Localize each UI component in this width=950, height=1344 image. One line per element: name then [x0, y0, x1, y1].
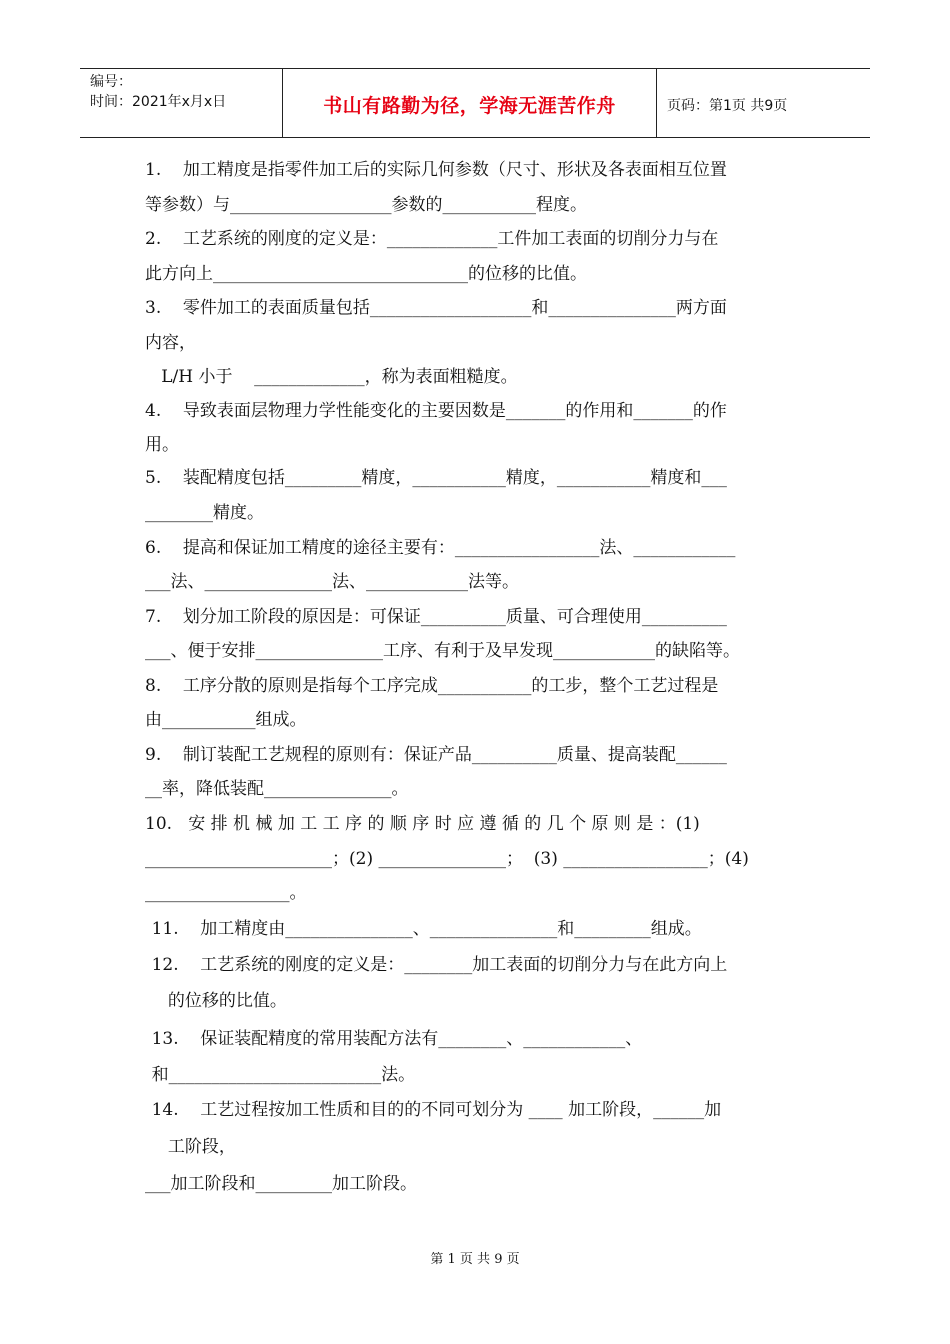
- question-line: 6. 提高和保证加工精度的途径主要有：_________________法、____________: [145, 538, 736, 558]
- page-header: [80, 68, 870, 138]
- question-line: 用。: [145, 435, 179, 455]
- header-info-cell: [80, 69, 282, 137]
- question-line: ___加工阶段和_________加工阶段。: [145, 1174, 417, 1194]
- document-time-label: 时间：2021年x月x日: [90, 94, 227, 110]
- question-line: 工阶段，: [130, 1137, 236, 1157]
- header-page-number: 页码：第1页 共9页: [667, 98, 788, 114]
- question-line: _________________。: [145, 883, 307, 903]
- question-line: 8. 工序分散的原则是指每个工序完成___________的工步，整个工艺过程是: [145, 676, 719, 696]
- question-line: ________精度。: [145, 503, 264, 523]
- question-line: 2. 工艺系统的刚度的定义是：_____________工件加工表面的切削分力与在: [145, 229, 719, 249]
- question-line: 13. 保证装配精度的常用装配方法有________、____________、: [130, 1029, 643, 1049]
- question-line: 1. 加工精度是指零件加工后的实际几何参数（尺寸、形状及各表面相互位置: [145, 160, 727, 180]
- document-code-label: 编号：: [90, 74, 132, 90]
- question-line: 3. 零件加工的表面质量包括___________________和_______________两方面: [145, 298, 727, 318]
- question-line: ___法、_______________法、____________法等。: [145, 572, 519, 592]
- question-line: 9. 制订装配工艺规程的原则有：保证产品__________质量、提高装配______: [145, 745, 727, 765]
- question-line: __率，降低装配_______________。: [145, 779, 409, 799]
- question-line: 10. 安 排 机 械 加 工 工 序 的 顺 序 时 应 遵 循 的 几 个 原 则 是 ：(1): [145, 814, 700, 834]
- question-line: 11. 加工精度由_______________、_______________和_________组成。: [130, 919, 702, 939]
- question-line: ______________________；(2) _______________； (3) _________________；(4): [145, 849, 749, 869]
- question-line: 和_________________________法。: [130, 1065, 416, 1085]
- question-line: L/H 小于 _____________，称为表面粗糙度。: [145, 367, 518, 387]
- question-line: 14. 工艺过程按加工性质和目的的不同可划分为 ____ 加工阶段，______加: [130, 1100, 722, 1120]
- question-line: 由___________组成。: [145, 710, 307, 730]
- page-footer: 第 1 页 共 9 页: [430, 1252, 520, 1267]
- header-page-cell: [655, 69, 870, 137]
- question-line: ___、便于安排_______________工序、有利于及早发现____________的缺陷等。: [145, 641, 740, 661]
- question-line: 12. 工艺系统的刚度的定义是：________加工表面的切削分力与在此方向上: [130, 955, 728, 975]
- question-line: 等参数）与___________________参数的___________程度。: [145, 195, 587, 215]
- question-line: 5. 装配精度包括_________精度，___________精度，___________精度和___: [145, 468, 727, 488]
- question-line: 内容，: [145, 333, 196, 353]
- header-motto: 书山有路勤为径，学海无涯苦作舟: [323, 95, 616, 117]
- question-line: 的位移的比值。: [130, 991, 287, 1011]
- question-line: 7. 划分加工阶段的原因是：可保证__________质量、可合理使用__________: [145, 607, 727, 627]
- header-motto-cell: [282, 69, 657, 137]
- question-line: 4. 导致表面层物理力学性能变化的主要因数是_______的作用和_______的作: [145, 401, 727, 421]
- question-line: 此方向上______________________________的位移的比值。: [145, 264, 587, 284]
